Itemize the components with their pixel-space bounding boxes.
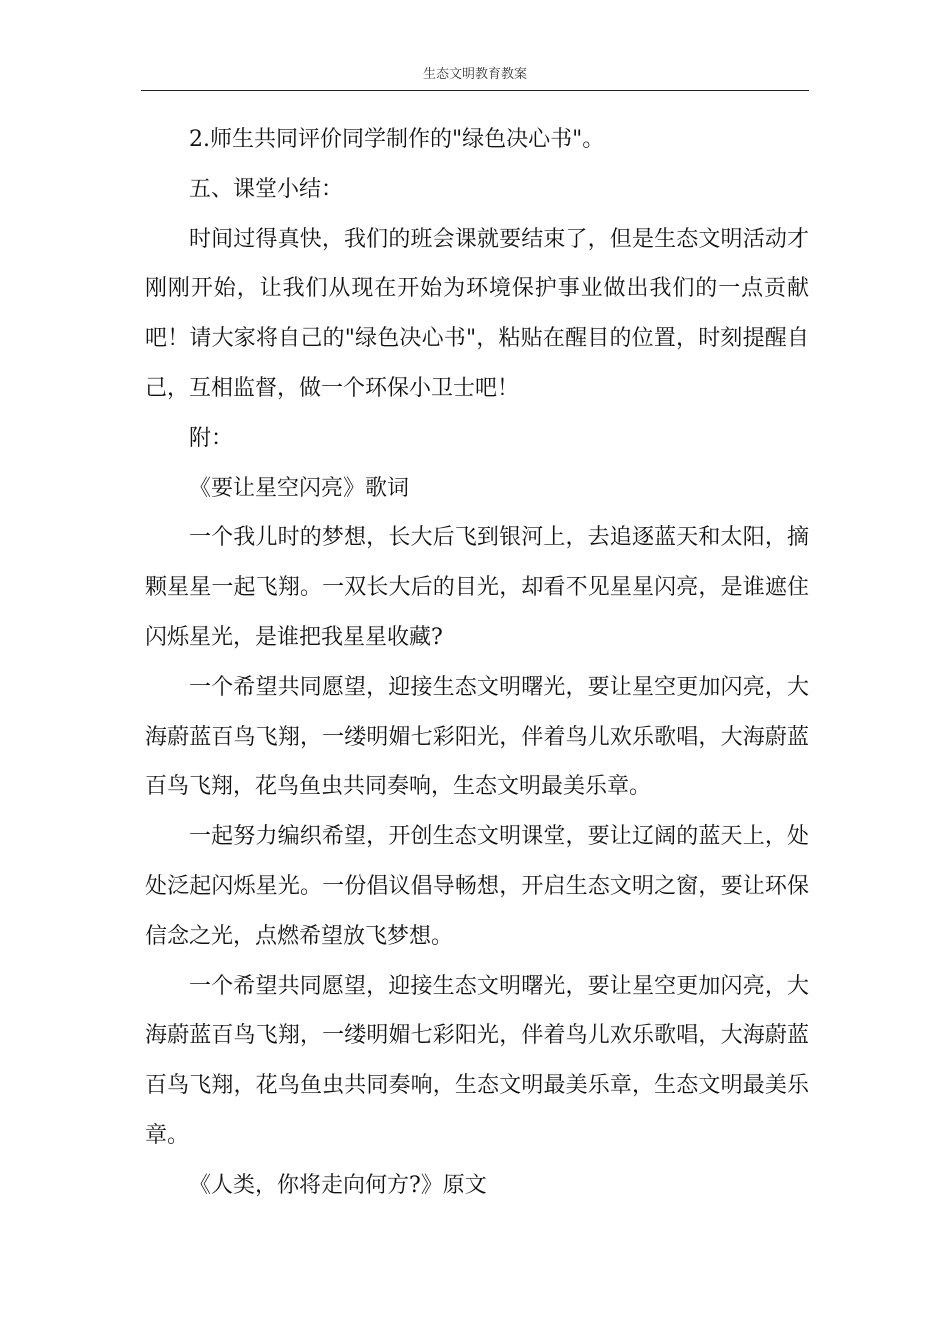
paragraph-evaluation: 2.师生共同评价同学制作的"绿色决心书"。 [189, 127, 605, 152]
lyrics-verse-2: 一起努力编织希望，开创生态文明课堂，要让辽阔的蓝天上，处处泛起闪烁星光。一份倡议倡导畅想，开启生态文明之窗，要让环保信念之光，点燃希望放飞梦想。 [145, 824, 809, 949]
section-heading-summary: 五、课堂小结： [189, 176, 344, 202]
lyrics-verse-1: 一个我儿时的梦想，长大后飞到银河上，去追逐蓝天和太阳，摘颗星星一起飞翔。一双长大后的目光，却看不见星星闪亮，是谁遮住闪烁星光，是谁把我星星收藏? [145, 525, 809, 650]
lyrics-chorus-2: 一个希望共同愿望，迎接生态文明曙光，要让星空更加闪亮，大海蔚蓝百鸟飞翔，一缕明媚七彩阳光，伴着鸟儿欢乐歌唱，大海蔚蓝百鸟飞翔，花鸟鱼虫共同奏响，生态文明最美乐章，生态文明最美乐章。 [145, 973, 809, 1148]
paragraph-summary: 时间过得真快，我们的班会课就要结束了，但是生态文明活动才刚刚开始，让我们从现在开始为环境保护事业做出我们的一点贡献吧！请大家将自己的"绿色决心书"，粘贴在醒目的位置，时刻提醒自己，互相监督，做一个环保小卫士吧！ [145, 226, 809, 401]
lyrics-chorus-1: 一个希望共同愿望，迎接生态文明曙光，要让星空更加闪亮，大海蔚蓝百鸟飞翔，一缕明媚七彩阳光，伴着鸟儿欢乐歌唱，大海蔚蓝百鸟飞翔，花鸟鱼虫共同奏响，生态文明最美乐章。 [145, 674, 809, 800]
page-header [141, 62, 809, 91]
document-body [145, 115, 809, 1211]
essay-title: 《人类，你将走向何方?》原文 [189, 1172, 487, 1198]
appendix-heading: 附： [189, 425, 234, 451]
header-title: 生态文明教育教案 [422, 67, 527, 82]
song-title: 《要让星空闪亮》歌词 [189, 475, 410, 501]
